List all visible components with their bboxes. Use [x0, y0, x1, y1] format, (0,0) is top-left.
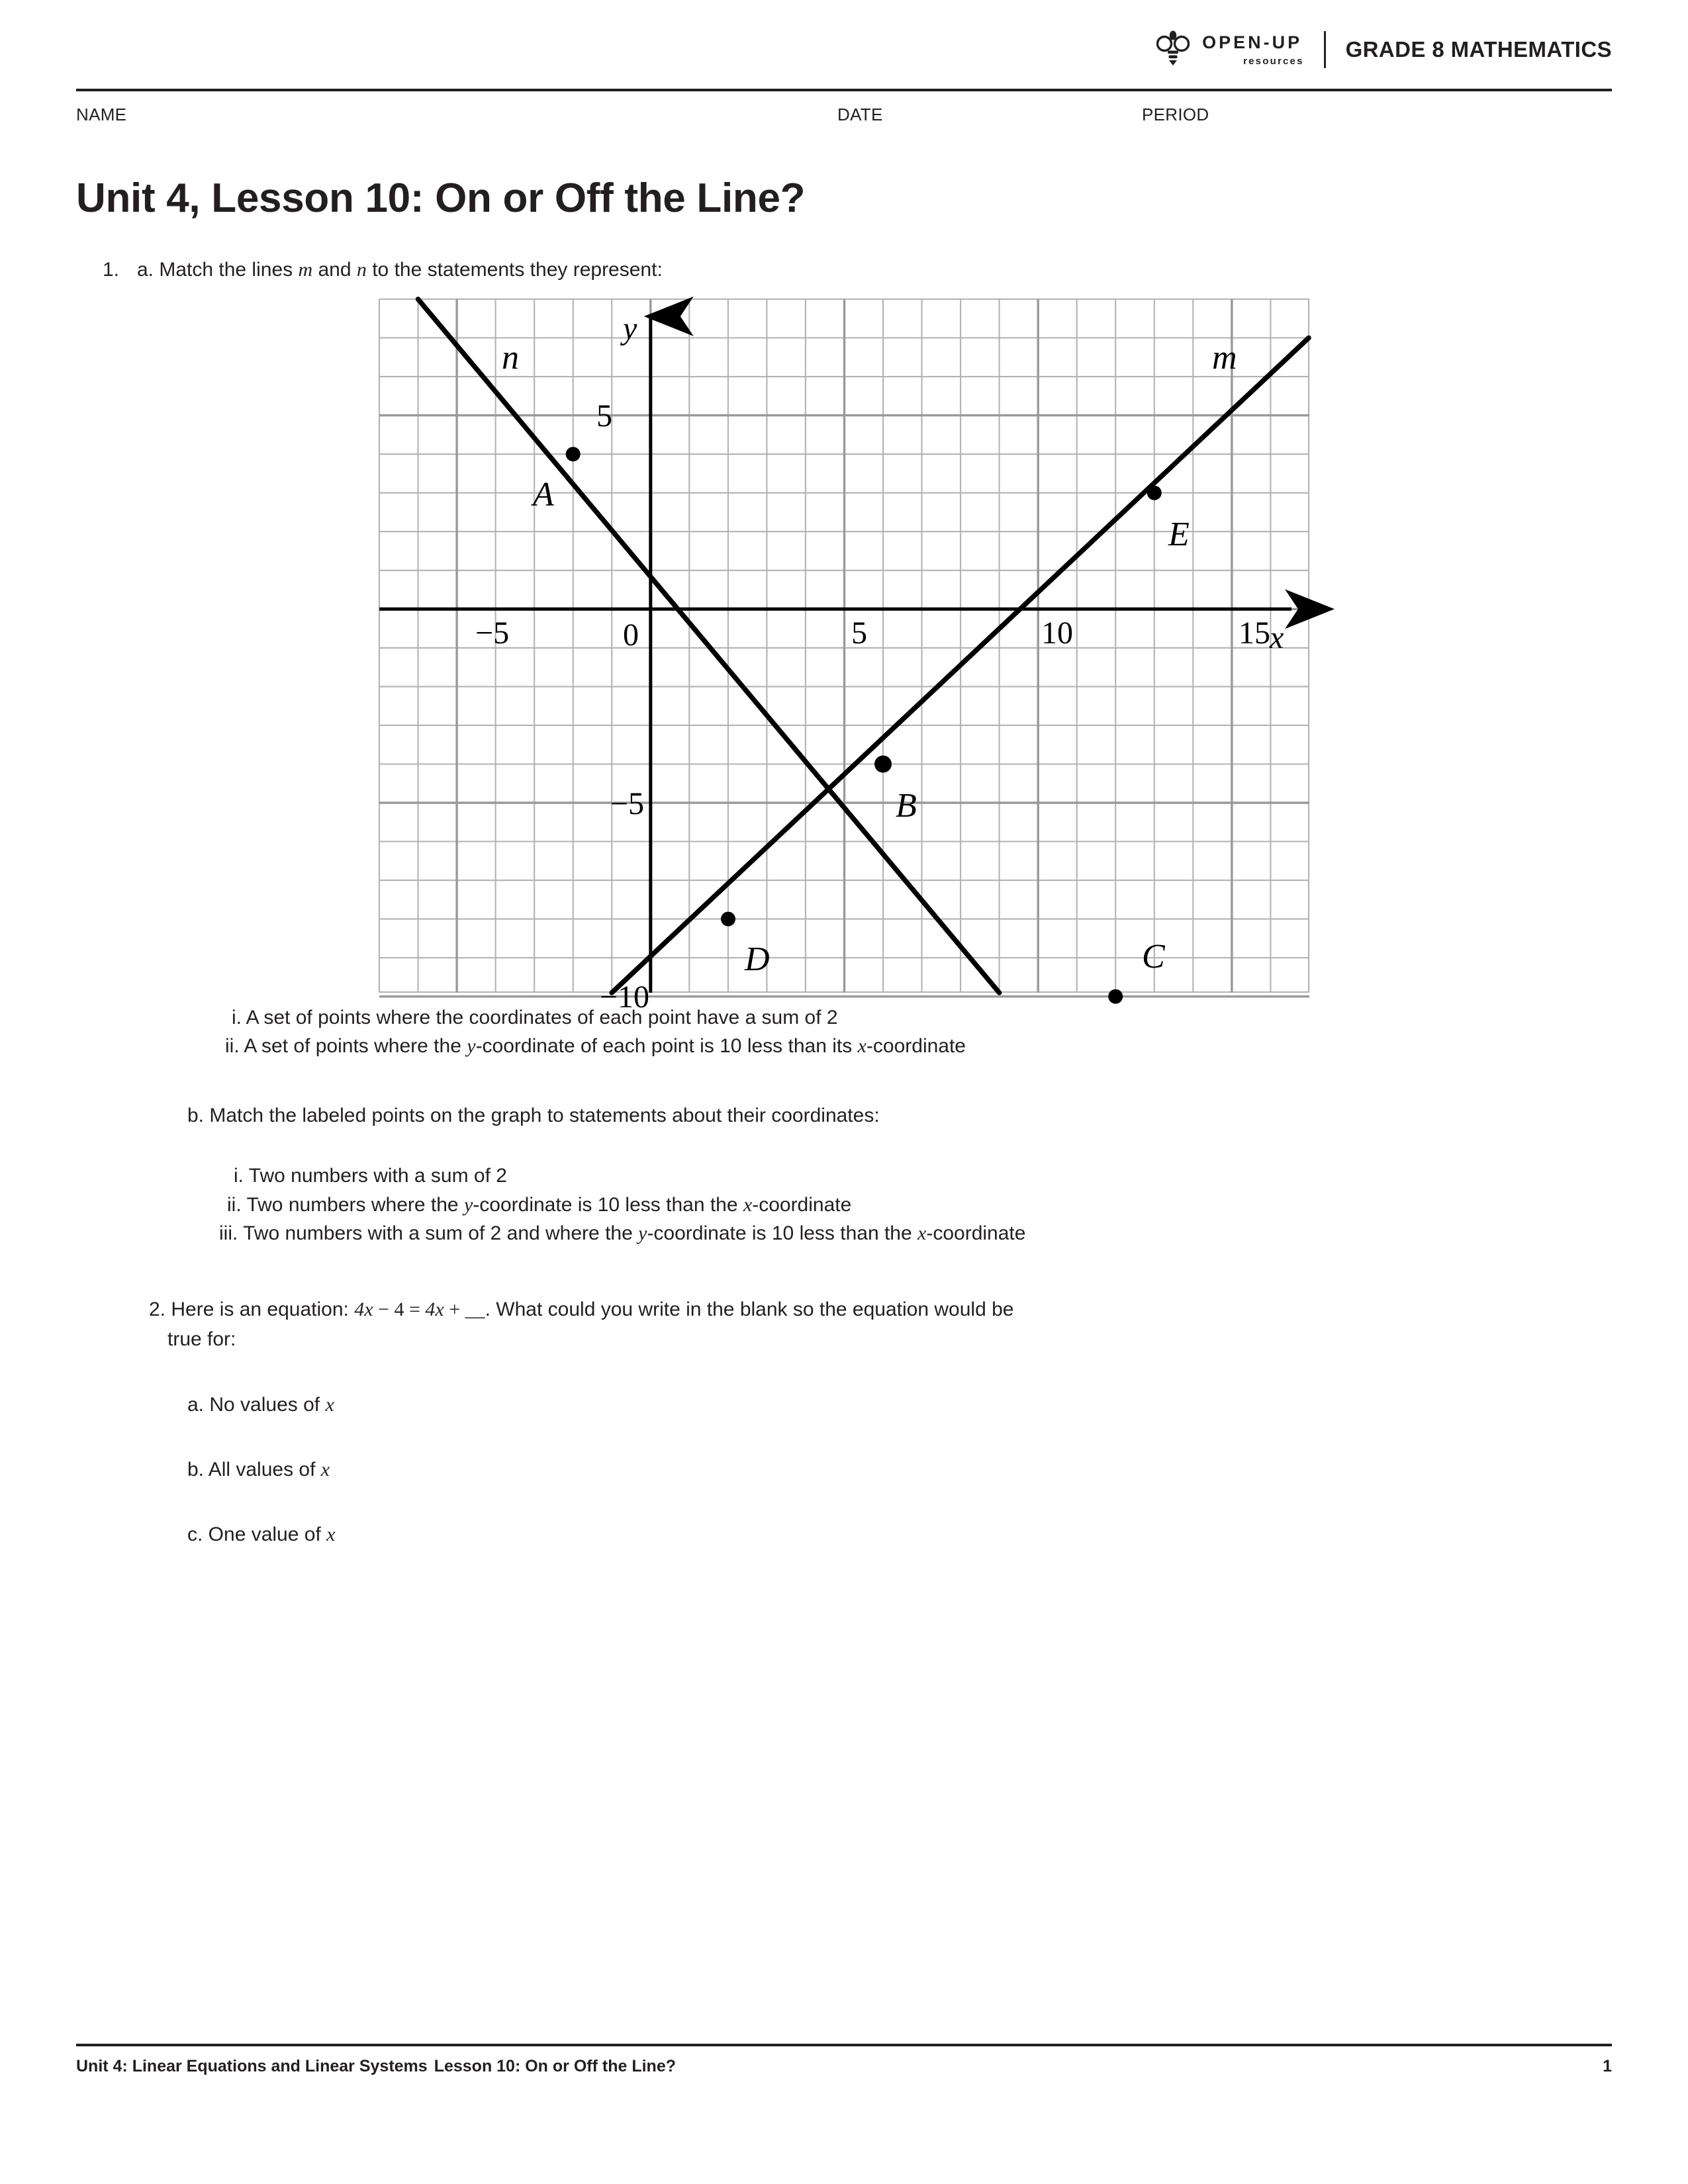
label-point-E: E [1168, 515, 1190, 553]
q1a-and: and [312, 259, 357, 281]
name-field-label: NAME [76, 104, 127, 124]
bee-icon [1154, 30, 1192, 69]
axis-tick-labels [475, 311, 1284, 1015]
graph-svg [379, 299, 1309, 1015]
q1b-statement-i-text: Two numbers with a sum of 2 [244, 1165, 507, 1187]
x-tick-10: 10 [1041, 615, 1073, 651]
question-1a-prompt [137, 256, 663, 285]
q1a-text-pre: a. Match the lines [137, 259, 299, 281]
label-point-A: A [532, 475, 554, 514]
logo-wordmark: OPEN-UP [1202, 32, 1303, 52]
question-2-option-c [187, 1524, 1612, 1546]
q1b-statement-iii-post: -coordinate [926, 1222, 1026, 1245]
x-tick-0: 0 [622, 617, 639, 653]
question-2-option-a [187, 1394, 1612, 1416]
footer-lesson: Lesson 10: On or Off the Line? [434, 2057, 676, 2075]
option-c-text: c. One value of [187, 1523, 327, 1545]
point-A-dot [565, 447, 580, 461]
q1b-statement-iii [219, 1219, 1612, 1248]
q1a-statement-ii-post: -coordinate [866, 1035, 966, 1058]
q1b-statement-ii-var-y: y [463, 1193, 473, 1216]
question-1 [76, 256, 1612, 285]
question-2-lead: Here is an equation: [165, 1298, 355, 1320]
page-footer [76, 2057, 1612, 2076]
date-field-label: DATE [837, 104, 883, 124]
footer-rule [76, 2044, 1612, 2046]
q1b-statements [219, 1161, 1612, 1248]
q1a-statement-ii-mid: -coordinate of each point is 10 less than its [475, 1035, 858, 1058]
q1b-statement-iii-mid: -coordinate is 10 less than the [647, 1222, 918, 1245]
q1b-statement-iii-var-x: x [917, 1222, 927, 1245]
q1a-statements [225, 1003, 1612, 1061]
q1b-statement-i-marker: i. [234, 1165, 244, 1187]
footer-page-number: 1 [1603, 2057, 1612, 2075]
q1b-statement-ii-pre: Two numbers where the [241, 1193, 464, 1216]
page-title: Unit 4, Lesson 10: On or Off the Line? [76, 175, 806, 221]
label-line-n: n [501, 338, 519, 377]
q1b-statement-ii-marker: ii. [227, 1193, 242, 1216]
point-D-dot [721, 911, 735, 926]
y-tick-5: 5 [596, 398, 612, 433]
period-field-label: PERIOD [1142, 104, 1209, 124]
q1a-statement-i-marker: i. [232, 1006, 242, 1028]
brand-header [76, 0, 1612, 79]
footer-unit: Unit 4: Linear Equations and Linear Systems [76, 2057, 428, 2075]
point-E-dot [1147, 485, 1161, 500]
logo-subword: resources [1243, 55, 1304, 67]
x-tick-15: 15 [1238, 615, 1270, 651]
q1b-statement-ii-post: -coordinate [752, 1193, 852, 1216]
q1a-text-post: to the statements they represent: [366, 259, 663, 281]
y-axis-label: y [622, 310, 637, 346]
question-2-continuation: true for: [167, 1328, 236, 1350]
option-c-var-x: x [326, 1523, 336, 1545]
q1a-statement-ii-var-y: y [467, 1035, 476, 1058]
x-tick-5: 5 [851, 615, 867, 651]
q1a-statement-ii [225, 1032, 1612, 1061]
open-up-resources-logo [1154, 30, 1304, 69]
x-tick--5: −5 [475, 615, 509, 651]
q1b-statement-iii-marker: iii. [219, 1222, 238, 1245]
q1a-statement-ii-pre: A set of points where the [239, 1035, 467, 1058]
footer-text [76, 2057, 682, 2076]
q1b-prompt: b. Match the labeled points on the graph to statements about their coordinates: [187, 1104, 880, 1126]
option-a-var-x: x [325, 1393, 334, 1416]
q1b-statement-ii [227, 1191, 1612, 1220]
y-tick--10: −10 [599, 979, 649, 1015]
q1b-statement-ii-mid: -coordinate is 10 less than the [473, 1193, 743, 1216]
q1b-statement-ii-var-x: x [743, 1193, 753, 1216]
label-line-m: m [1211, 338, 1237, 377]
q1b-statement-iii-var-y: y [638, 1222, 647, 1245]
y-tick--5: −5 [610, 786, 644, 821]
q1a-statement-i-text: A set of points where the coordinates of each point have a sum of 2 [242, 1006, 838, 1028]
point-B-dot [874, 755, 892, 772]
option-a-text: a. No values of [187, 1393, 326, 1416]
label-point-C: C [1141, 937, 1165, 976]
option-b-var-x: x [320, 1458, 330, 1480]
x-axis-label: x [1269, 619, 1284, 655]
question-1-number: 1. [103, 259, 120, 281]
question-2-eq-d: + __ [444, 1298, 485, 1320]
name-date-period-row [76, 91, 1612, 138]
q1b-statement-i [234, 1161, 1612, 1191]
option-b-text: b. All values of [187, 1458, 321, 1480]
question-2 [149, 1295, 1612, 1354]
question-2-number: 2. [149, 1298, 166, 1320]
question-2-lead-post: . What could you write in the blank so the equation would be [485, 1298, 1014, 1320]
coordinate-graph [379, 299, 1309, 1015]
grade-label: GRADE 8 MATHEMATICS [1345, 37, 1612, 62]
q1a-statement-ii-var-x: x [857, 1035, 867, 1058]
q1b-statement-iii-pre: Two numbers with a sum of 2 and where the [238, 1222, 639, 1245]
q1a-statement-i [232, 1003, 1612, 1032]
label-point-B: B [895, 786, 917, 825]
question-2-eq-c: 4x [425, 1298, 444, 1320]
point-C-dot [1108, 989, 1123, 1003]
q1a-line-m: m [298, 259, 313, 281]
question-2-eq-b: − 4 = [373, 1298, 426, 1320]
header-divider [1324, 31, 1326, 68]
question-2-eq-a: 4x [354, 1298, 373, 1320]
q1a-statement-ii-marker: ii. [225, 1035, 240, 1058]
label-point-D: D [744, 940, 770, 978]
question-2-option-b [187, 1459, 1612, 1481]
q1a-line-n: n [356, 259, 367, 281]
